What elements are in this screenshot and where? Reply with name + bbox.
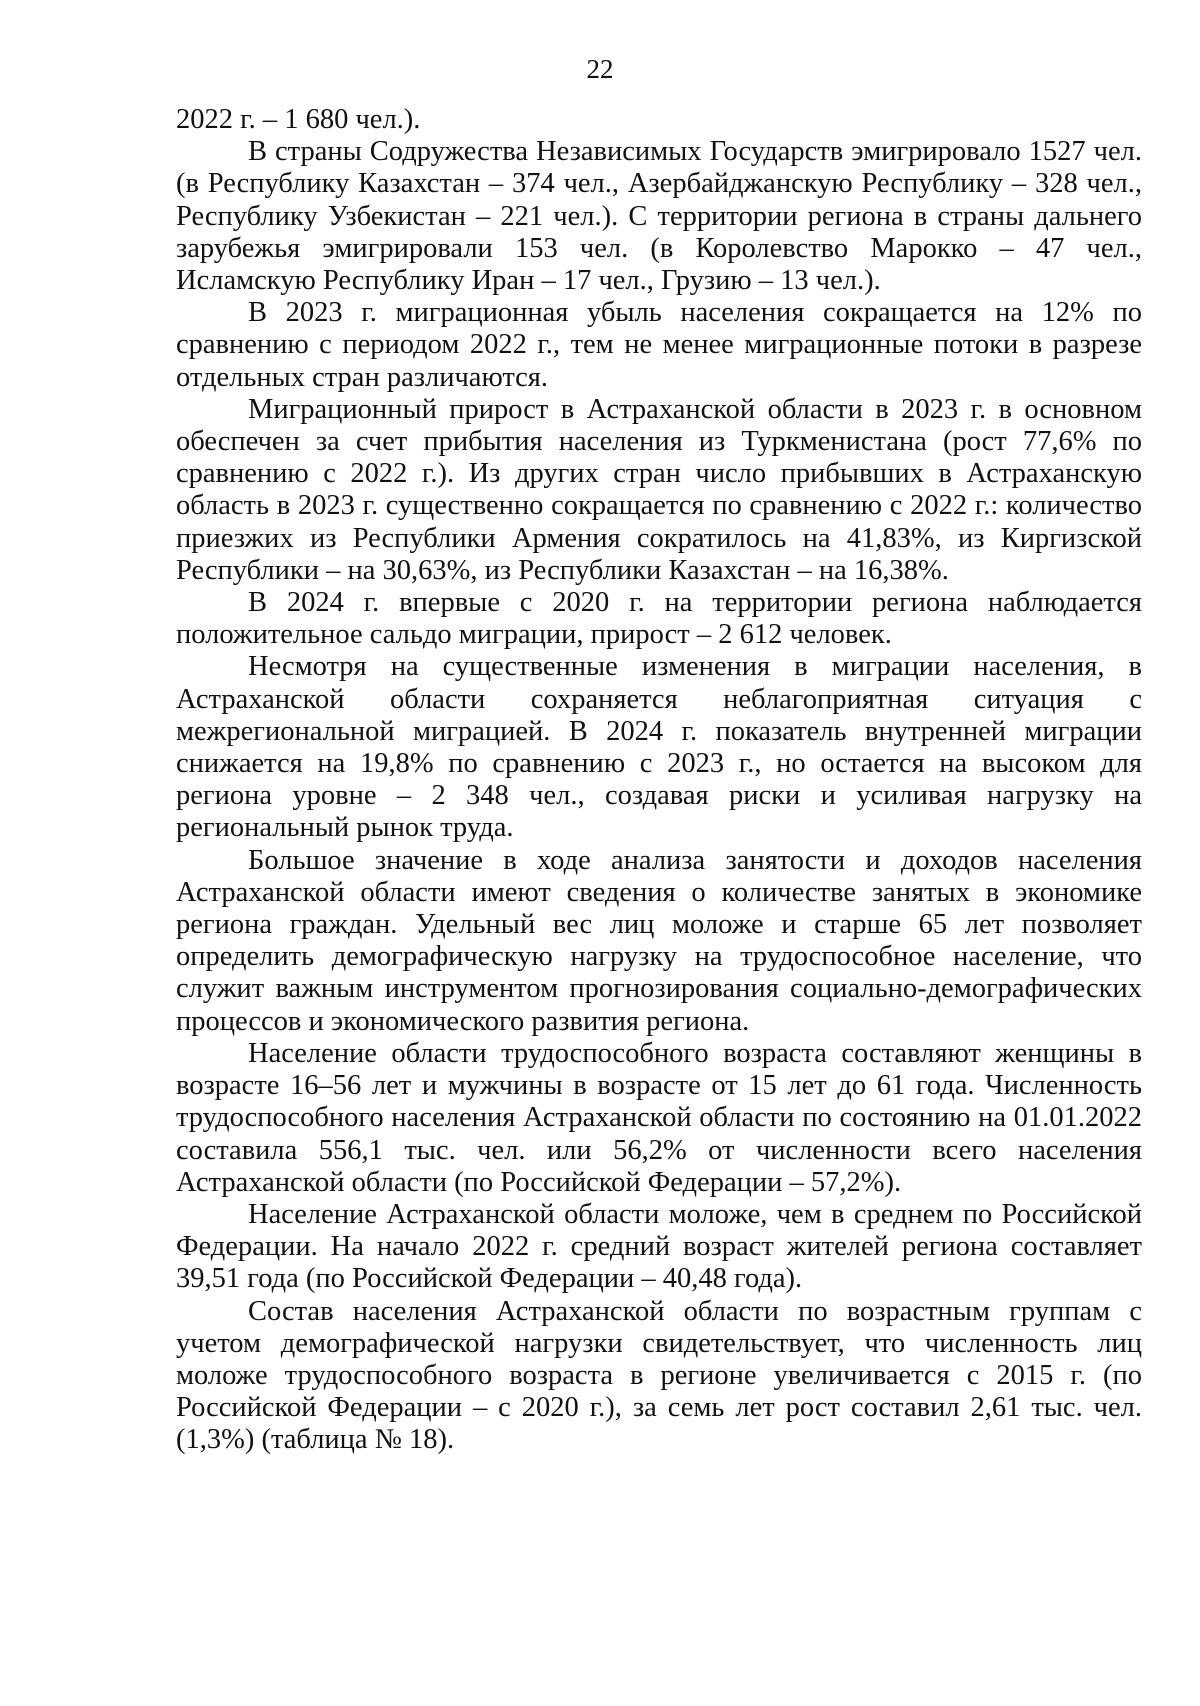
paragraph: Миграционный прирост в Астраханской области в 2023 г. в основном обеспечен за счет прибытия населения из Туркменистана (рост 77,6% по сравнению с 2022 г.). Из других стран число прибывших в Астраханскую область в 2023 г. существенно сокращается по сравнению с 2022 г.: количество приезжих из Республики Армения сократилось на 41,83%, из Киргизской Республики – на 30,63%, из Республики Казахстан – на 16,38%. — [176, 393, 1142, 586]
paragraph: В страны Содружества Независимых Государств эмигрировало 1527 чел. (в Республику Казахстан – 374 чел., Азербайджанскую Республику – 328 чел., Республику Узбекистан – 221 чел.). С территории региона в страны дальнего зарубежья эмигрировали 153 чел. (в Королевство Марокко – 47 чел., Исламскую Республику Иран – 17 чел., Грузию – 13 чел.). — [176, 136, 1142, 297]
paragraph: В 2024 г. впервые с 2020 г. на территории региона наблюдается положительное сальдо миграции, прирост – 2 612 человек. — [176, 587, 1142, 651]
paragraph: В 2023 г. миграционная убыль населения сокращается на 12% по сравнению с периодом 2022 г., тем не менее миграционные потоки в разрезе отдельных стран различаются. — [176, 297, 1142, 393]
paragraph: 2022 г. – 1 680 чел.). — [176, 104, 421, 135]
paragraph: Население области трудоспособного возраста составляют женщины в возрасте 16–56 лет и мужчины в возрасте от 15 лет до 61 года. Численность трудоспособного населения Астраханской области по состоянию на 01.01.2022 составила 556,1 тыс. чел. или 56,2% от численности всего населения Астраханской области (по Российской Федерации – 57,2%). — [176, 1037, 1142, 1198]
document-body — [176, 104, 1142, 1457]
paragraph: Большое значение в ходе анализа занятости и доходов населения Астраханской области имеют сведения о количестве занятых в экономике региона граждан. Удельный вес лиц моложе и старше 65 лет позволяет определить демографическую нагрузку на трудоспособное население, что служит важным инструментом прогнозирования социально-демографических процессов и экономического развития региона. — [176, 844, 1142, 1037]
page-number: 22 — [586, 54, 614, 84]
paragraph: Состав населения Астраханской области по возрастным группам с учетом демографической нагрузки свидетельствует, что численность лиц моложе трудоспособного возраста в регионе увеличивается с 2015 г. (по Российской Федерации – с 2020 г.), за семь лет рост составил 2,61 тыс. чел. (1,3%) (таблица № 18). — [176, 1295, 1142, 1456]
paragraph: Несмотря на существенные изменения в миграции населения, в Астраханской области сохраняется неблагоприятная ситуация с межрегиональной миграцией. В 2024 г. показатель внутренней миграции снижается на 19,8% по сравнению с 2023 г., но остается на высоком для региона уровне – 2 348 чел., создавая риски и усиливая нагрузку на региональный рынок труда. — [176, 651, 1142, 844]
paragraph: Население Астраханской области моложе, чем в среднем по Российской Федерации. На начало 2022 г. средний возраст жителей региона составляет 39,51 года (по Российской Федерации – 40,48 года). — [176, 1198, 1142, 1295]
